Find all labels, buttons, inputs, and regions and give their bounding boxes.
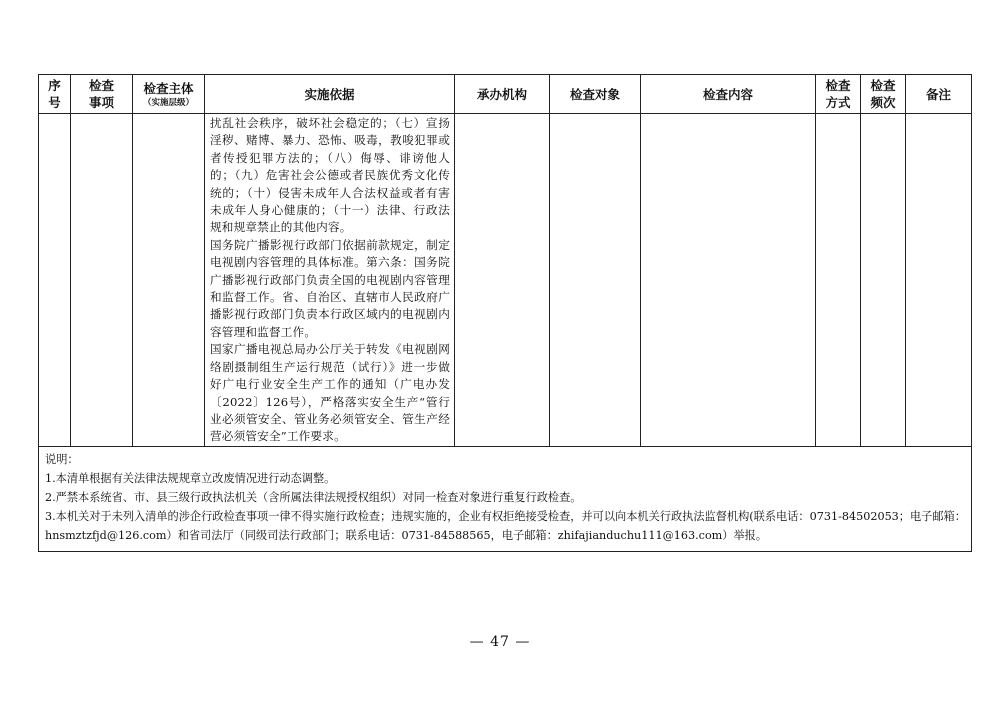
cell-frequency bbox=[861, 114, 906, 447]
header-remarks-label: 备注 bbox=[925, 86, 951, 102]
basis-paragraph-1: 扰乱社会秩序，破坏社会稳定的；（七）宣扬淫秽、赌博、暴力、恐怖、吸毒，教唆犯罪或者传授犯罪方法的；（八）侮辱、诽谤他人的；（九）危害社会公德或者民族优秀文化传统的；（十）侵害未成年人合法权益或者有害未成年人身心健康的；（十一）法律、行政法规和规章禁止的其他内容。 bbox=[210, 116, 450, 235]
header-seq-label: 序号 bbox=[48, 78, 61, 110]
header-remarks bbox=[906, 75, 972, 114]
header-subject-sublabel: （实施层级） bbox=[142, 97, 194, 108]
header-seq bbox=[39, 75, 71, 114]
header-content-label: 检查内容 bbox=[702, 86, 753, 102]
cell-item bbox=[71, 114, 133, 447]
cell-basis bbox=[205, 114, 455, 447]
cell-agency bbox=[455, 114, 550, 447]
header-basis-label: 实施依据 bbox=[304, 86, 355, 102]
notes-row bbox=[39, 446, 972, 551]
header-subject bbox=[133, 75, 205, 114]
note-item-3: 3.本机关对于未列入清单的涉企行政检查事项一律不得实施行政检查；违规实施的，企业有权拒绝接受检查，并可以向本机关行政执法监督机构(联系电话：0731-84502053；电子邮箱：hnsmztzfjd@126.com）和省司法厅（同级司法行政部门；联系电话：0731-84588565，电子邮箱：zhifajianduchu111@163.com）举报。 bbox=[45, 509, 966, 542]
inspection-table bbox=[38, 74, 972, 552]
header-item bbox=[71, 75, 133, 114]
notes-title: 说明： bbox=[45, 452, 79, 466]
cell-subject bbox=[133, 114, 205, 447]
header-frequency bbox=[861, 75, 906, 114]
header-item-label: 检查事项 bbox=[88, 78, 114, 110]
table-row bbox=[39, 114, 972, 447]
header-content bbox=[641, 75, 816, 114]
basis-paragraph-2: 国务院广播影视行政部门依据前款规定，制定电视剧内容管理的具体标准。第六条：国务院广播影视行政部门负责全国的电视剧内容管理和监督工作。省、自治区、直辖市人民政府广播影视行政部门负责本行政区域内的电视剧内容管理和监督工作。 bbox=[210, 237, 450, 339]
header-method bbox=[816, 75, 861, 114]
header-method-label: 检查方式 bbox=[825, 78, 851, 110]
note-item-2: 2.严禁本系统省、市、县三级行政执法机关（含所属法律法规授权组织）对同一检查对象进行重复行政检查。 bbox=[45, 490, 582, 504]
note-item-1: 1.本清单根据有关法律法规规章立改废情况进行动态调整。 bbox=[45, 471, 336, 485]
header-agency bbox=[455, 75, 550, 114]
header-basis bbox=[205, 75, 455, 114]
page-number: — 47 — bbox=[469, 634, 531, 650]
cell-target bbox=[550, 114, 641, 447]
cell-seq bbox=[39, 114, 71, 447]
cell-method bbox=[816, 114, 861, 447]
notes-cell bbox=[39, 446, 972, 551]
header-frequency-label: 检查频次 bbox=[870, 78, 896, 110]
cell-remarks bbox=[906, 114, 972, 447]
basis-text bbox=[205, 114, 454, 446]
table-header-row bbox=[39, 75, 972, 114]
header-subject-label: 检查主体 bbox=[143, 80, 194, 96]
cell-content bbox=[641, 114, 816, 447]
header-agency-label: 承办机构 bbox=[476, 86, 527, 102]
header-target bbox=[550, 75, 641, 114]
basis-paragraph-3: 国家广播电视总局办公厅关于转发《电视剧网络剧摄制组生产运行规范（试行）》进一步做好广电行业安全生产工作的通知（广电办发〔2022〕126号），严格落实安全生产“管行业必须管安全、管业务必须管安全、管生产经营必须管安全”工作要求。 bbox=[210, 342, 450, 444]
header-target-label: 检查对象 bbox=[569, 86, 620, 102]
